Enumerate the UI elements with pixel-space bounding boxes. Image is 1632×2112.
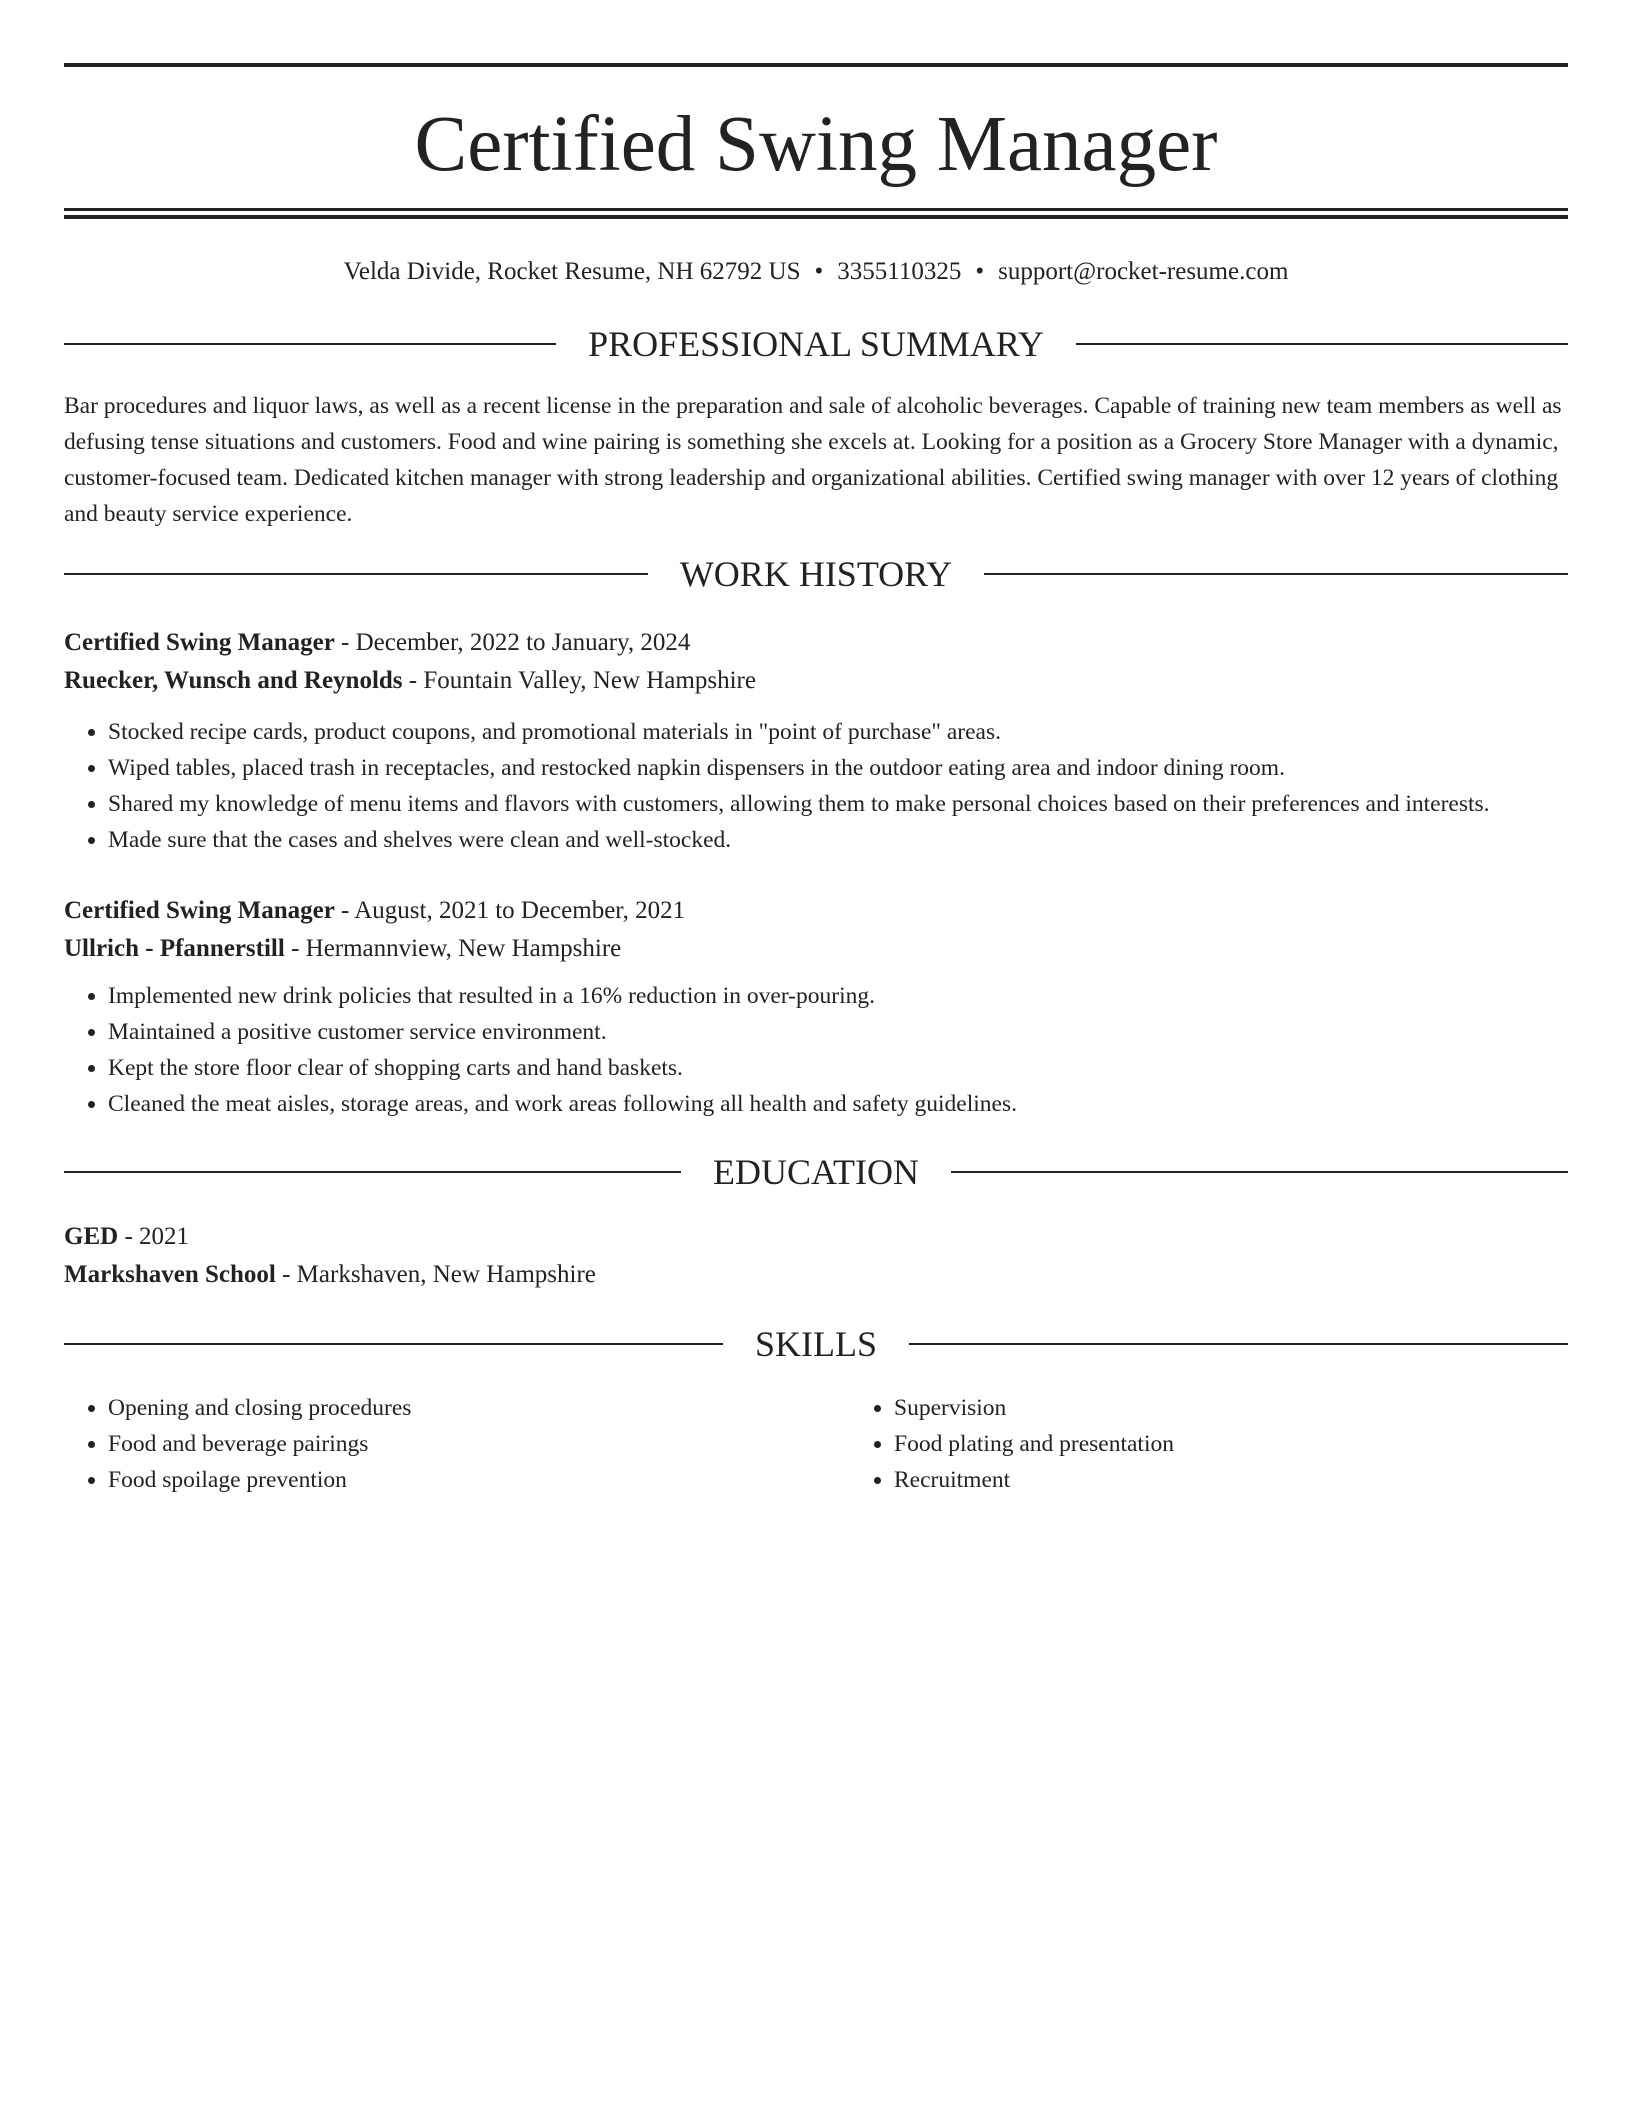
- job-title-line: [64, 624, 1568, 662]
- list-item: • Maintained a positive customer service environment.: [108, 1014, 1568, 1050]
- list-item: • Implemented new drink policies that resulted in a 16% reduction in over-pouring.: [108, 978, 1568, 1014]
- heading-rule: [909, 1343, 1568, 1345]
- heading-rule: [64, 343, 556, 345]
- skill-item: • Recruitment: [894, 1462, 1632, 1498]
- education-degree: GED: [64, 1223, 119, 1250]
- list-item: • Stocked recipe cards, product coupons, and promotional materials in "point of purchase" areas.: [108, 714, 1568, 750]
- section-heading-summary: [64, 324, 1568, 364]
- heading-rule: [1076, 343, 1568, 345]
- section-title: EDUCATION: [713, 1152, 919, 1192]
- list-item: • Cleaned the meat aisles, storage areas, and work areas following all health and safety guidelines.: [108, 1086, 1568, 1122]
- contact-address: Velda Divide, Rocket Resume, NH 62792 US: [343, 258, 801, 285]
- education-degree-line: [64, 1218, 1568, 1256]
- job-company: Ullrich - Pfannerstill: [64, 935, 285, 962]
- resume-title: Certified Swing Manager: [414, 101, 1218, 188]
- contact-email: support@rocket-resume.com: [998, 258, 1289, 285]
- skill-item: • Food spoilage prevention: [108, 1462, 850, 1498]
- skills-list-right: [850, 1390, 1632, 1498]
- list-item: • Wiped tables, placed trash in receptacles, and restocked napkin dispensers in the outdoor eating area and indoor dining room.: [108, 750, 1568, 786]
- job-entry: [64, 624, 1568, 858]
- section-title: PROFESSIONAL SUMMARY: [588, 324, 1044, 364]
- job-company-line: [64, 662, 1568, 700]
- double-rule: [64, 208, 1568, 219]
- list-item: • Shared my knowledge of menu items and flavors with customers, allowing them to make personal choices based on their preferences and interests.: [108, 786, 1568, 822]
- skills-list-left: [64, 1390, 850, 1498]
- summary-text: Bar procedures and liquor laws, as well as a recent license in the preparation and sale of alcoholic beverages. Capable of training new team members as well as defusing tense situations and customers. Food and wine pairing is something she excels at. Looking for a position as a Grocery Store Manager with a dynamic, customer-focused team. Dedicated kitchen manager with strong leadership and organizational abilities. Certified swing manager with over 12 years of clothing and beauty service experience.: [64, 393, 1562, 527]
- job-company-line: [64, 930, 1568, 968]
- education-entry: [64, 1218, 1568, 1294]
- heading-rule: [951, 1171, 1568, 1173]
- job-location: - Fountain Valley, New Hampshire: [402, 667, 756, 694]
- heading-rule: [64, 573, 648, 575]
- section-title: WORK HISTORY: [679, 554, 953, 594]
- skill-item: • Opening and closing procedures: [108, 1390, 850, 1426]
- job-company: Ruecker, Wunsch and Reynolds: [64, 667, 403, 694]
- heading-rule: [64, 1343, 723, 1345]
- job-location: - Hermannview, New Hampshire: [284, 935, 622, 962]
- education-location: - Markshaven, New Hampshire: [275, 1261, 596, 1288]
- education-school-line: [64, 1256, 1568, 1294]
- skills-columns: [64, 1390, 1568, 1498]
- job-entry: [64, 892, 1568, 1122]
- list-item: • Made sure that the cases and shelves were clean and well-stocked.: [108, 822, 1568, 858]
- job-title-line: [64, 892, 1568, 930]
- education-year: - 2021: [118, 1223, 190, 1250]
- skill-item: • Supervision: [894, 1390, 1632, 1426]
- skill-item: • Food and beverage pairings: [108, 1426, 850, 1462]
- section-heading-skills: [64, 1324, 1568, 1364]
- list-item: • Kept the store floor clear of shopping carts and hand baskets.: [108, 1050, 1568, 1086]
- contact-line: [64, 257, 1568, 287]
- resume-page: [64, 63, 1568, 1498]
- heading-rule: [984, 573, 1568, 575]
- contact-phone: 3355110325: [837, 258, 962, 285]
- heading-rule: [64, 1171, 681, 1173]
- section-title: SKILLS: [755, 1324, 878, 1364]
- job-bullets: [64, 714, 1568, 858]
- contact-separator: •: [814, 258, 824, 285]
- education-school: Markshaven School: [64, 1261, 276, 1288]
- job-title: Certified Swing Manager: [64, 629, 335, 656]
- job-bullets: [64, 978, 1568, 1122]
- contact-separator: •: [975, 258, 985, 285]
- top-rule: [64, 63, 1568, 67]
- section-heading-education: [64, 1152, 1568, 1192]
- job-dates: - August, 2021 to December, 2021: [334, 897, 686, 924]
- job-dates: - December, 2022 to January, 2024: [334, 629, 691, 656]
- skill-item: • Food plating and presentation: [894, 1426, 1632, 1462]
- section-heading-work-history: [64, 554, 1568, 594]
- job-title: Certified Swing Manager: [64, 897, 335, 924]
